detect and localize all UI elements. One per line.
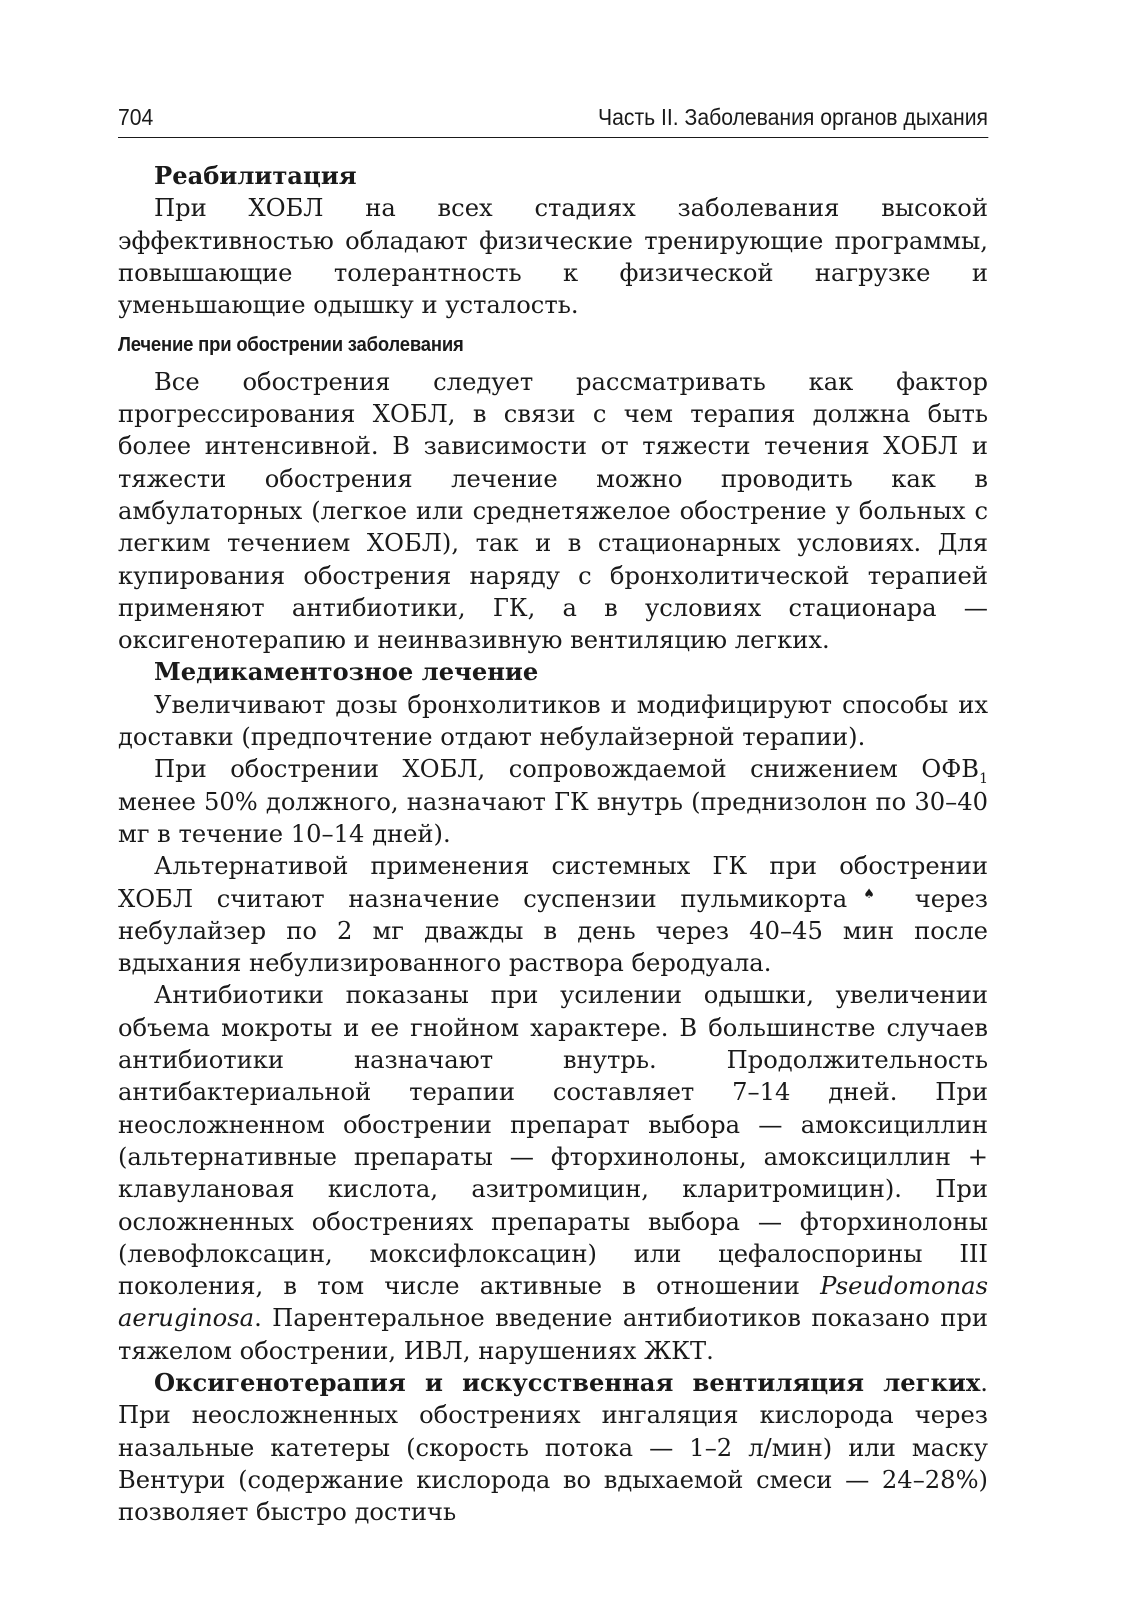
text-run: Антибиотики показаны при усилении одышки, увеличении объема мокроты и ее гнойном характере. В большинстве случаев антибиотики назначают внутрь. Продолжительность антибактериальной терапии составляет 7–14 дней. При неосложненном обострении препарат выбора — амоксициллин (альтернативные препараты — фторхинолоны, амоксициллин + клавулановая кислота, азитромицин, кларитромицин). При осложненных обострениях препараты выбора — фторхинолоны (левофлоксацин, моксифлоксацин) или цефалоспорины III поколения, в том числе активные в отношении bbox=[118, 981, 988, 1301]
subscript: 1 bbox=[979, 771, 988, 788]
heading-exacerbation-treatment: Лечение при обострении заболевания bbox=[118, 333, 464, 357]
heading-drug-treatment: Медикаментозное лечение bbox=[154, 657, 539, 687]
paragraph bbox=[118, 753, 988, 850]
inline-heading: Оксигенотерапия и искусственная вентиляция легких bbox=[154, 1367, 981, 1397]
page-number: 704 bbox=[118, 104, 154, 130]
paragraph bbox=[118, 979, 988, 1367]
paragraph: Увеличивают дозы бронхолитиков и модифицируют способы их доставки (предпочтение отдают небулайзерной терапии). bbox=[118, 690, 988, 752]
text-run: через небулайзер по 2 мг дважды в день через 40–45 мин после вдыхания небулизированного раствора беродуала. bbox=[118, 884, 989, 978]
heading-rehabilitation: Реабилитация bbox=[154, 161, 357, 190]
running-header bbox=[118, 104, 988, 138]
paragraph: Все обострения следует рассматривать как фактор прогрессирования ХОБЛ, в связи с чем терапия должна быть более интенсивной. В зависимости от тяжести течения ХОБЛ и тяжести обострения лечение можно проводить как в амбулаторных (легкое или среднетяжелое обострение у больных с легким течением ХОБЛ), так и в стационарных условиях. Для купирования обострения наряду с бронхолитической терапией применяют антибиотики, ГК, а в условиях стационара — оксигенотерапию и неинвазивную вентиляцию легких. bbox=[118, 367, 988, 655]
text-run: Альтернативой применения системных ГК при обострении ХОБЛ считают назначение суспензии пульмикорта bbox=[118, 852, 988, 913]
paragraph bbox=[118, 1367, 988, 1528]
drug-mark-icon: ♠ bbox=[847, 886, 891, 902]
italic-term: Pseudomonas aeruginosa bbox=[118, 1272, 988, 1333]
text-run: При обострении ХОБЛ, сопровождаемой снижением ОФВ bbox=[154, 755, 980, 784]
paragraph bbox=[118, 850, 988, 979]
book-page bbox=[118, 104, 988, 1528]
section-title: Часть II. Заболевания органов дыхания bbox=[597, 104, 989, 130]
paragraph: При ХОБЛ на всех стадиях заболевания высокой эффективностью обладают физические тренирующие программы, повышающие толерантность к физической нагрузке и уменьшающие одышку и усталость. bbox=[118, 194, 988, 320]
text-run: менее 50% должного, назначают ГК внутрь (преднизолон по 30–40 мг в течение 10–14 дней). bbox=[118, 787, 988, 848]
body-text bbox=[118, 160, 988, 1528]
text-run: . При неосложненных обострениях ингаляция кислорода через назальные катетеры (скорость потока — 1–2 л/мин) или маску Вентури (содержание кислорода во вдыхаемой смеси — 24–28%) позволяет быстро достичь bbox=[118, 1368, 988, 1527]
text-run: . Парентеральное введение антибиотиков показано при тяжелом обострении, ИВЛ, нарушениях ЖКТ. bbox=[118, 1304, 988, 1365]
